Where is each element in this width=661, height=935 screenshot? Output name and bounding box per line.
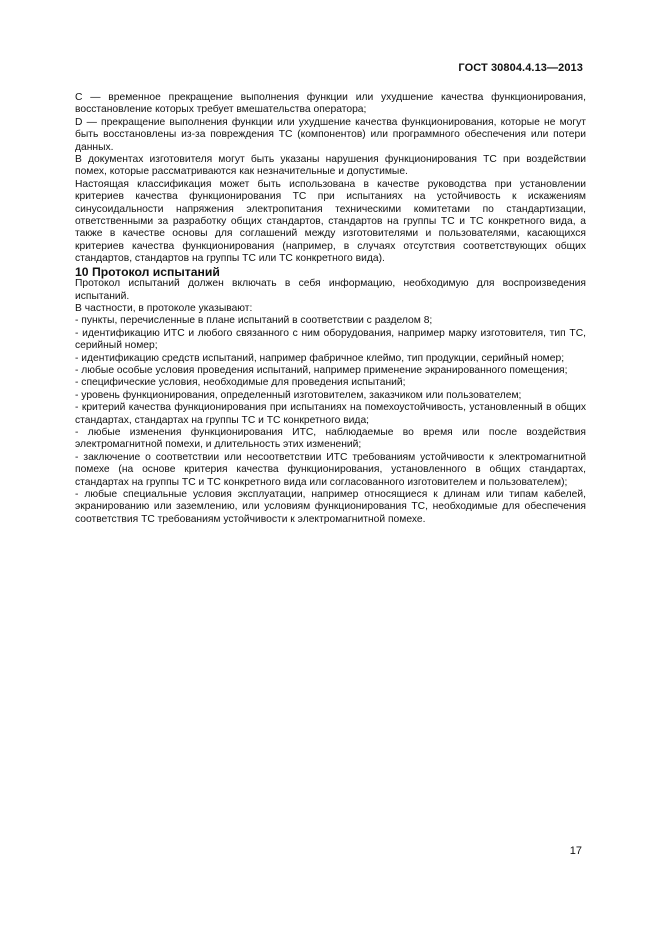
list-item: - любые особые условия проведения испытаний, например применение экранированного помещения; <box>75 364 568 376</box>
section-lead: В частности, в протоколе указывают: <box>75 302 253 314</box>
page-number: 17 <box>569 845 582 857</box>
list-item: - заключение о соответствии или несоответствии ИТС требованиям устойчивости к электромагнитной помехе (на основе критерия качества функционирования, установленного в общих стандартах, стандартах на группы ТС и ТС конкретного вида или согласованного изготовителем и пользователем); <box>75 451 586 488</box>
list-item: - уровень функционирования, определенный изготовителем, заказчиком или пользователем; <box>75 389 522 401</box>
list-item: - специфические условия, необходимые для проведения испытаний; <box>75 377 406 389</box>
document-code: ГОСТ 30804.4.13—2013 <box>458 62 583 74</box>
section-intro: Протокол испытаний должен включать в себя информацию, необходимую для воспроизведения испытаний. <box>75 278 586 302</box>
list-item: - любые изменения функционирования ИТС, наблюдаемые во время или после воздействия электромагнитной помехи, и длительность этих изменений; <box>75 426 586 451</box>
list-item: - идентификацию средств испытаний, например фабричное клеймо, тип продукции, серийный номер; <box>75 352 565 364</box>
section-heading: 10 Протокол испытаний <box>75 264 220 279</box>
list-item: - критерий качества функционирования при испытаниях на помехоустойчивость, установленный в общих стандартах, стандартах на группы ТС и ТС конкретного вида; <box>75 402 586 426</box>
paragraph-criterion-d: D — прекращение выполнения функции или ухудшение качества функционирования, которые не могут быть восстановлены из-за повреждения ТС (компонентов) или программного обеспечения или потери данных. <box>75 116 586 153</box>
list-item: - любые специальные условия эксплуатации, например относящиеся к длинам или типам кабелей, экранированию или заземлению, или условиям функционирования ТС, необходимые для обеспечения соответствия ТС требованиям устойчивости к электромагнитной помехе. <box>75 489 586 525</box>
list-item: - пункты, перечисленные в плане испытаний в соответствии с разделом 8; <box>75 315 433 327</box>
page-body <box>75 92 586 526</box>
paragraph-classification: Настоящая классификация может быть использована в качестве руководства при установлении критериев качества функционирования ТС при испытаниях на устойчивость к искажениям синусоидальности напряжения электропитания техническими комитетами по стандартизации, ответственными за разработку общих стандартов, стандартов на группы ТС и ТС конкретного вида, а также в качестве основы для соглашений между изготовителями и пользователями, касающихся критериев качества функционирования (например, в случаях отсутствия соответствующих общих стандартов, стандартов на группы ТС или ТС конкретного вида). <box>75 178 586 265</box>
paragraph-criterion-c: С — временное прекращение выполнения функции или ухудшение качества функционирования, восстановление которых требует вмешательства оператора; <box>75 92 586 116</box>
list-item: - идентификацию ИТС и любого связанного с ним оборудования, например марку изготовителя, тип ТС, серийный номер; <box>75 327 586 352</box>
paragraph-manufacturer-docs: В документах изготовителя могут быть указаны нарушения функционирования ТС при воздействии помех, которые рассматриваются как незначительные и допустимые. <box>75 154 586 178</box>
